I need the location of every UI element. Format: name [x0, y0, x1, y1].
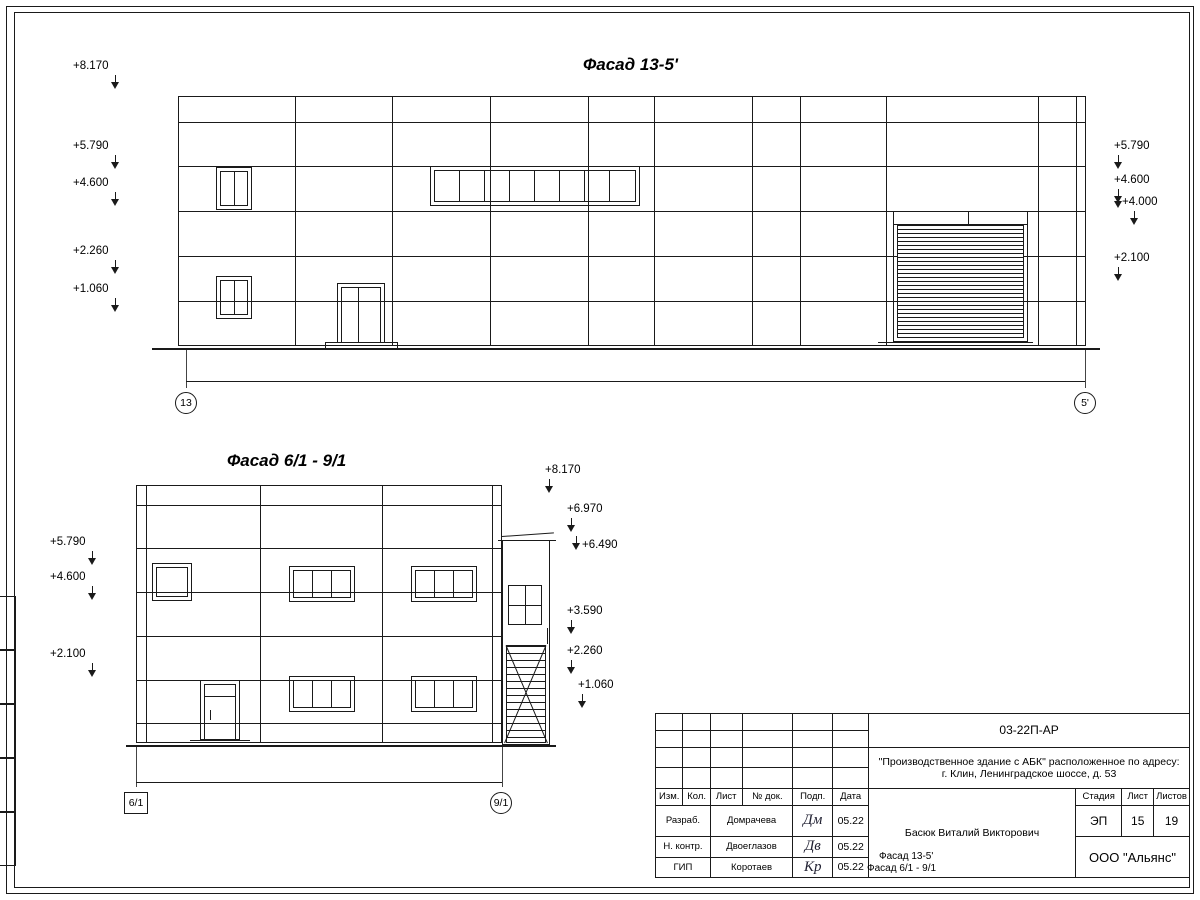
- stamp-blank: [833, 730, 869, 747]
- facade2-window-upper-small-glass: [156, 567, 188, 597]
- facade1-gate-header: [893, 224, 1028, 225]
- stamp-object-name: [869, 747, 1190, 788]
- level-value: +2.100: [1114, 252, 1150, 264]
- level-arrow-icon: [88, 663, 97, 677]
- stamp-blank: [793, 730, 833, 747]
- stamp-blank: [683, 768, 710, 788]
- stamp-blank: [833, 747, 869, 767]
- level-value: +4.600: [73, 177, 109, 189]
- facade1-level-mark: [73, 245, 109, 257]
- facade1-window-mullion: [234, 171, 235, 206]
- stamp-blank: [656, 747, 683, 767]
- facade1-level-mark-right: [1114, 174, 1150, 186]
- facade2-door-handle: [210, 710, 211, 720]
- margin-stub-2: [0, 650, 16, 704]
- stamp-date-developer: 05.22: [833, 805, 869, 837]
- stamp-blank: [683, 747, 710, 767]
- facade2-window-mullion: [312, 570, 313, 598]
- facade1-door-leaf: [341, 287, 381, 343]
- stamp-company: ООО "Альянс": [1075, 837, 1189, 878]
- facade2-window-mullion: [453, 680, 454, 708]
- level-arrow-icon: [567, 660, 576, 674]
- facade2-window-upper-wide-glass: [415, 570, 473, 598]
- facade2-door-transom: [204, 696, 236, 697]
- stamp-blank: [742, 768, 793, 788]
- stamp-blank: [793, 714, 833, 731]
- facade1-level-mark: [73, 60, 109, 72]
- level-value: +8.170: [73, 60, 109, 72]
- facade2-level-mark-right: [545, 464, 581, 476]
- stamp-sheet-title-1: Фасад 13-5': [879, 851, 934, 862]
- stamp-blank: [656, 730, 683, 747]
- level-value: +5.790: [1114, 140, 1150, 152]
- level-value: +2.260: [73, 245, 109, 257]
- facade2-window-mullion: [434, 570, 435, 598]
- stamp-blank: [833, 714, 869, 731]
- margin-stub-4: [0, 758, 16, 812]
- level-arrow-icon: [111, 155, 120, 169]
- level-arrow-icon: [111, 75, 120, 89]
- facade1-level-mark: [73, 177, 109, 189]
- facade1-title: Фасад 13-5': [583, 55, 678, 74]
- level-arrow-icon: [572, 536, 581, 550]
- level-arrow-icon: [1114, 155, 1123, 169]
- stamp-blank: [683, 730, 710, 747]
- facade2-band-line: [136, 636, 502, 637]
- facade2-level-mark-right: [578, 679, 614, 691]
- stamp-col-header-izm: Изм.: [656, 788, 683, 805]
- facade1-door-joint: [358, 287, 359, 343]
- facade1-ribbon-mullion: [609, 170, 610, 202]
- facade1-panel-joint: [752, 96, 753, 346]
- facade2-tower-window-transom: [508, 605, 542, 606]
- level-value: +4.600: [50, 571, 86, 583]
- facade2-band-line: [136, 548, 502, 549]
- facade2-level-mark-right: [567, 605, 603, 617]
- level-arrow-icon: [111, 298, 120, 312]
- facade1-band-line: [178, 122, 1086, 123]
- level-value: +4.000: [1122, 196, 1158, 208]
- stamp-blank: [710, 768, 742, 788]
- level-arrow-icon: [1114, 267, 1123, 281]
- facade1-panel-joint: [588, 96, 589, 346]
- facade1-panel-joint: [886, 96, 887, 346]
- stamp-object-line2: г. Клин, Ленинградское шоссе, д. 53: [941, 767, 1117, 780]
- facade2-dimension-line: [136, 782, 502, 783]
- facade2-band-line: [136, 723, 502, 724]
- facade2-tower-roof-edge: [498, 540, 556, 541]
- stamp-sheet-value: 15: [1122, 805, 1154, 837]
- facade2-level-mark-right: [582, 539, 618, 551]
- facade2-window-mullion: [331, 570, 332, 598]
- facade2-ground-line: [126, 745, 556, 747]
- facade1-level-mark: [73, 140, 109, 152]
- facade2-window-mullion: [331, 680, 332, 708]
- facade1-plinth-edge: [397, 342, 398, 349]
- facade1-panel-joint: [1038, 96, 1039, 346]
- level-arrow-icon: [1114, 194, 1123, 208]
- facade2-window-mullion: [453, 570, 454, 598]
- facade1-ribbon-mullion: [584, 170, 585, 202]
- facade2-band-line: [136, 505, 502, 506]
- facade2-axis-label-left: 6/1: [124, 792, 148, 814]
- facade2-axis-extension: [502, 747, 503, 787]
- facade2-level-mark-right: [567, 503, 603, 515]
- facade1-ground-line: [152, 348, 1100, 350]
- facade2-window-lower-wide-glass: [293, 680, 351, 708]
- stamp-role-normcontrol: Н. контр.: [656, 837, 711, 857]
- level-arrow-icon: [111, 260, 120, 274]
- stamp-stage-header: Стадия: [1075, 788, 1121, 805]
- facade2-tower-rail: [547, 628, 548, 644]
- facade1-axis-extension: [1085, 350, 1086, 388]
- facade2-axis-extension: [136, 747, 137, 787]
- stamp-date-normcontrol: 05.22: [833, 837, 869, 857]
- stamp-name-developer: Домрачева: [710, 805, 792, 837]
- level-arrow-icon: [578, 694, 587, 708]
- facade2-door-leaf: [204, 684, 236, 740]
- stamp-sheet-header: Лист: [1122, 788, 1154, 805]
- stamp-sheet-title-2: Фасад 6/1 - 9/1: [867, 863, 937, 874]
- facade2-level-mark: [50, 536, 86, 548]
- stamp-role-developer: Разраб.: [656, 805, 711, 837]
- facade1-ribbon-mullion: [459, 170, 460, 202]
- level-value: +3.590: [567, 605, 603, 617]
- facade1-panel-joint: [654, 96, 655, 346]
- stamp-col-header-podp: Подп.: [793, 788, 833, 805]
- facade2-title: Фасад 6/1 - 9/1: [227, 451, 347, 470]
- facade2-window-mullion: [312, 680, 313, 708]
- stamp-blank: [710, 730, 742, 747]
- level-value: +8.170: [545, 464, 581, 476]
- level-value: +1.060: [73, 283, 109, 295]
- margin-stub-3: [0, 704, 16, 758]
- facade1-panel-joint: [800, 96, 801, 346]
- stamp-project-code: 03-22П-АР: [869, 714, 1190, 748]
- stamp-blank: [742, 714, 793, 731]
- stamp-object-line1: "Производственное здание с АБК" расположенное по адресу:: [878, 755, 1180, 768]
- facade1-window-mullion: [234, 280, 235, 315]
- margin-stub-5: [0, 812, 16, 866]
- facade1-level-mark-right: [1114, 252, 1150, 264]
- facade2-panel-joint: [260, 485, 261, 743]
- facade1-ribbon-mullion: [559, 170, 560, 202]
- stamp-col-header-data: Дата: [833, 788, 869, 805]
- stamp-blank: [793, 747, 833, 767]
- level-value: +2.100: [50, 648, 86, 660]
- stamp-col-header-list: Лист: [710, 788, 742, 805]
- facade1-level-mark-right: [1122, 196, 1158, 208]
- level-arrow-icon: [1130, 211, 1139, 225]
- facade1-axis-label-left: 13: [175, 392, 197, 414]
- level-value: +6.490: [582, 539, 618, 551]
- facade1-gate-side: [968, 211, 969, 224]
- facade2-panel-joint: [146, 485, 147, 743]
- stamp-signature-developer: Дм: [793, 805, 833, 837]
- level-arrow-icon: [111, 192, 120, 206]
- facade2-level-mark: [50, 571, 86, 583]
- level-value: +6.970: [567, 503, 603, 515]
- level-arrow-icon: [567, 518, 576, 532]
- facade1-plinth-edge: [325, 342, 326, 349]
- facade2-level-mark-right: [567, 645, 603, 657]
- facade1-dimension-line: [186, 381, 1085, 382]
- level-arrow-icon: [545, 479, 554, 493]
- facade2-entrance-slab: [190, 740, 250, 741]
- facade2-level-mark: [50, 648, 86, 660]
- stamp-blank: [742, 730, 793, 747]
- facade1-level-mark: [73, 283, 109, 295]
- facade2-window-mullion: [434, 680, 435, 708]
- stamp-blank: [833, 768, 869, 788]
- stamp-sheets-header: Листов: [1154, 788, 1190, 805]
- stamp-sheets-value: 19: [1154, 805, 1190, 837]
- stamp-blank: [656, 714, 683, 731]
- stamp-blank: [656, 768, 683, 788]
- stamp-date-gip: 05.22: [833, 857, 869, 877]
- stamp-stage-value: ЭП: [1075, 805, 1121, 837]
- stamp-name-gip: Коротаев: [710, 857, 792, 877]
- facade1-panel-joint: [295, 96, 296, 346]
- facade2-axis-label-right: 9/1: [490, 792, 512, 814]
- level-arrow-icon: [88, 586, 97, 600]
- facade1-panel-joint: [490, 96, 491, 346]
- facade1-ribbon-mullion: [509, 170, 510, 202]
- margin-stub-1: [0, 596, 16, 650]
- facade1-gate-louver: [897, 224, 1024, 338]
- facade2-window-lower-wide-glass: [415, 680, 473, 708]
- level-value: +5.790: [50, 536, 86, 548]
- facade2-panel-joint: [492, 485, 493, 743]
- facade1-panel-joint: [1076, 96, 1077, 346]
- level-value: +1.060: [578, 679, 614, 691]
- stamp-name-normcontrol: Двоеглазов: [710, 837, 792, 857]
- stamp-blank: [742, 747, 793, 767]
- stamp-role-gip: ГИП: [656, 857, 711, 877]
- facade1-gate-slab: [878, 342, 1033, 343]
- facade1-ribbon-mullion: [484, 170, 485, 202]
- title-block: [655, 713, 1190, 878]
- level-arrow-icon: [88, 551, 97, 565]
- level-value: +5.790: [73, 140, 109, 152]
- facade2-panel-joint: [382, 485, 383, 743]
- facade1-axis-label-right: 5': [1074, 392, 1096, 414]
- stamp-blank: [710, 747, 742, 767]
- stamp-col-header-doc: № док.: [742, 788, 793, 805]
- stamp-signature-gip: Кр: [793, 857, 833, 877]
- stamp-blank: [793, 768, 833, 788]
- level-arrow-icon: [567, 620, 576, 634]
- facade1-level-mark-right: [1114, 140, 1150, 152]
- level-value: +2.260: [567, 645, 603, 657]
- facade1-axis-extension: [186, 350, 187, 388]
- stamp-chief-name: Басюк Виталий Викторович: [904, 826, 1040, 839]
- facade1-ribbon-mullion: [534, 170, 535, 202]
- stamp-signature-normcontrol: Дв: [793, 837, 833, 857]
- stamp-blank: [710, 714, 742, 731]
- stamp-col-header-kol: Кол.: [683, 788, 710, 805]
- stamp-blank: [683, 714, 710, 731]
- facade2-window-upper-wide-glass: [293, 570, 351, 598]
- level-value: +4.600: [1114, 174, 1150, 186]
- facade1-panel-joint: [392, 96, 393, 346]
- facade1-ribbon-window-glass: [434, 170, 636, 202]
